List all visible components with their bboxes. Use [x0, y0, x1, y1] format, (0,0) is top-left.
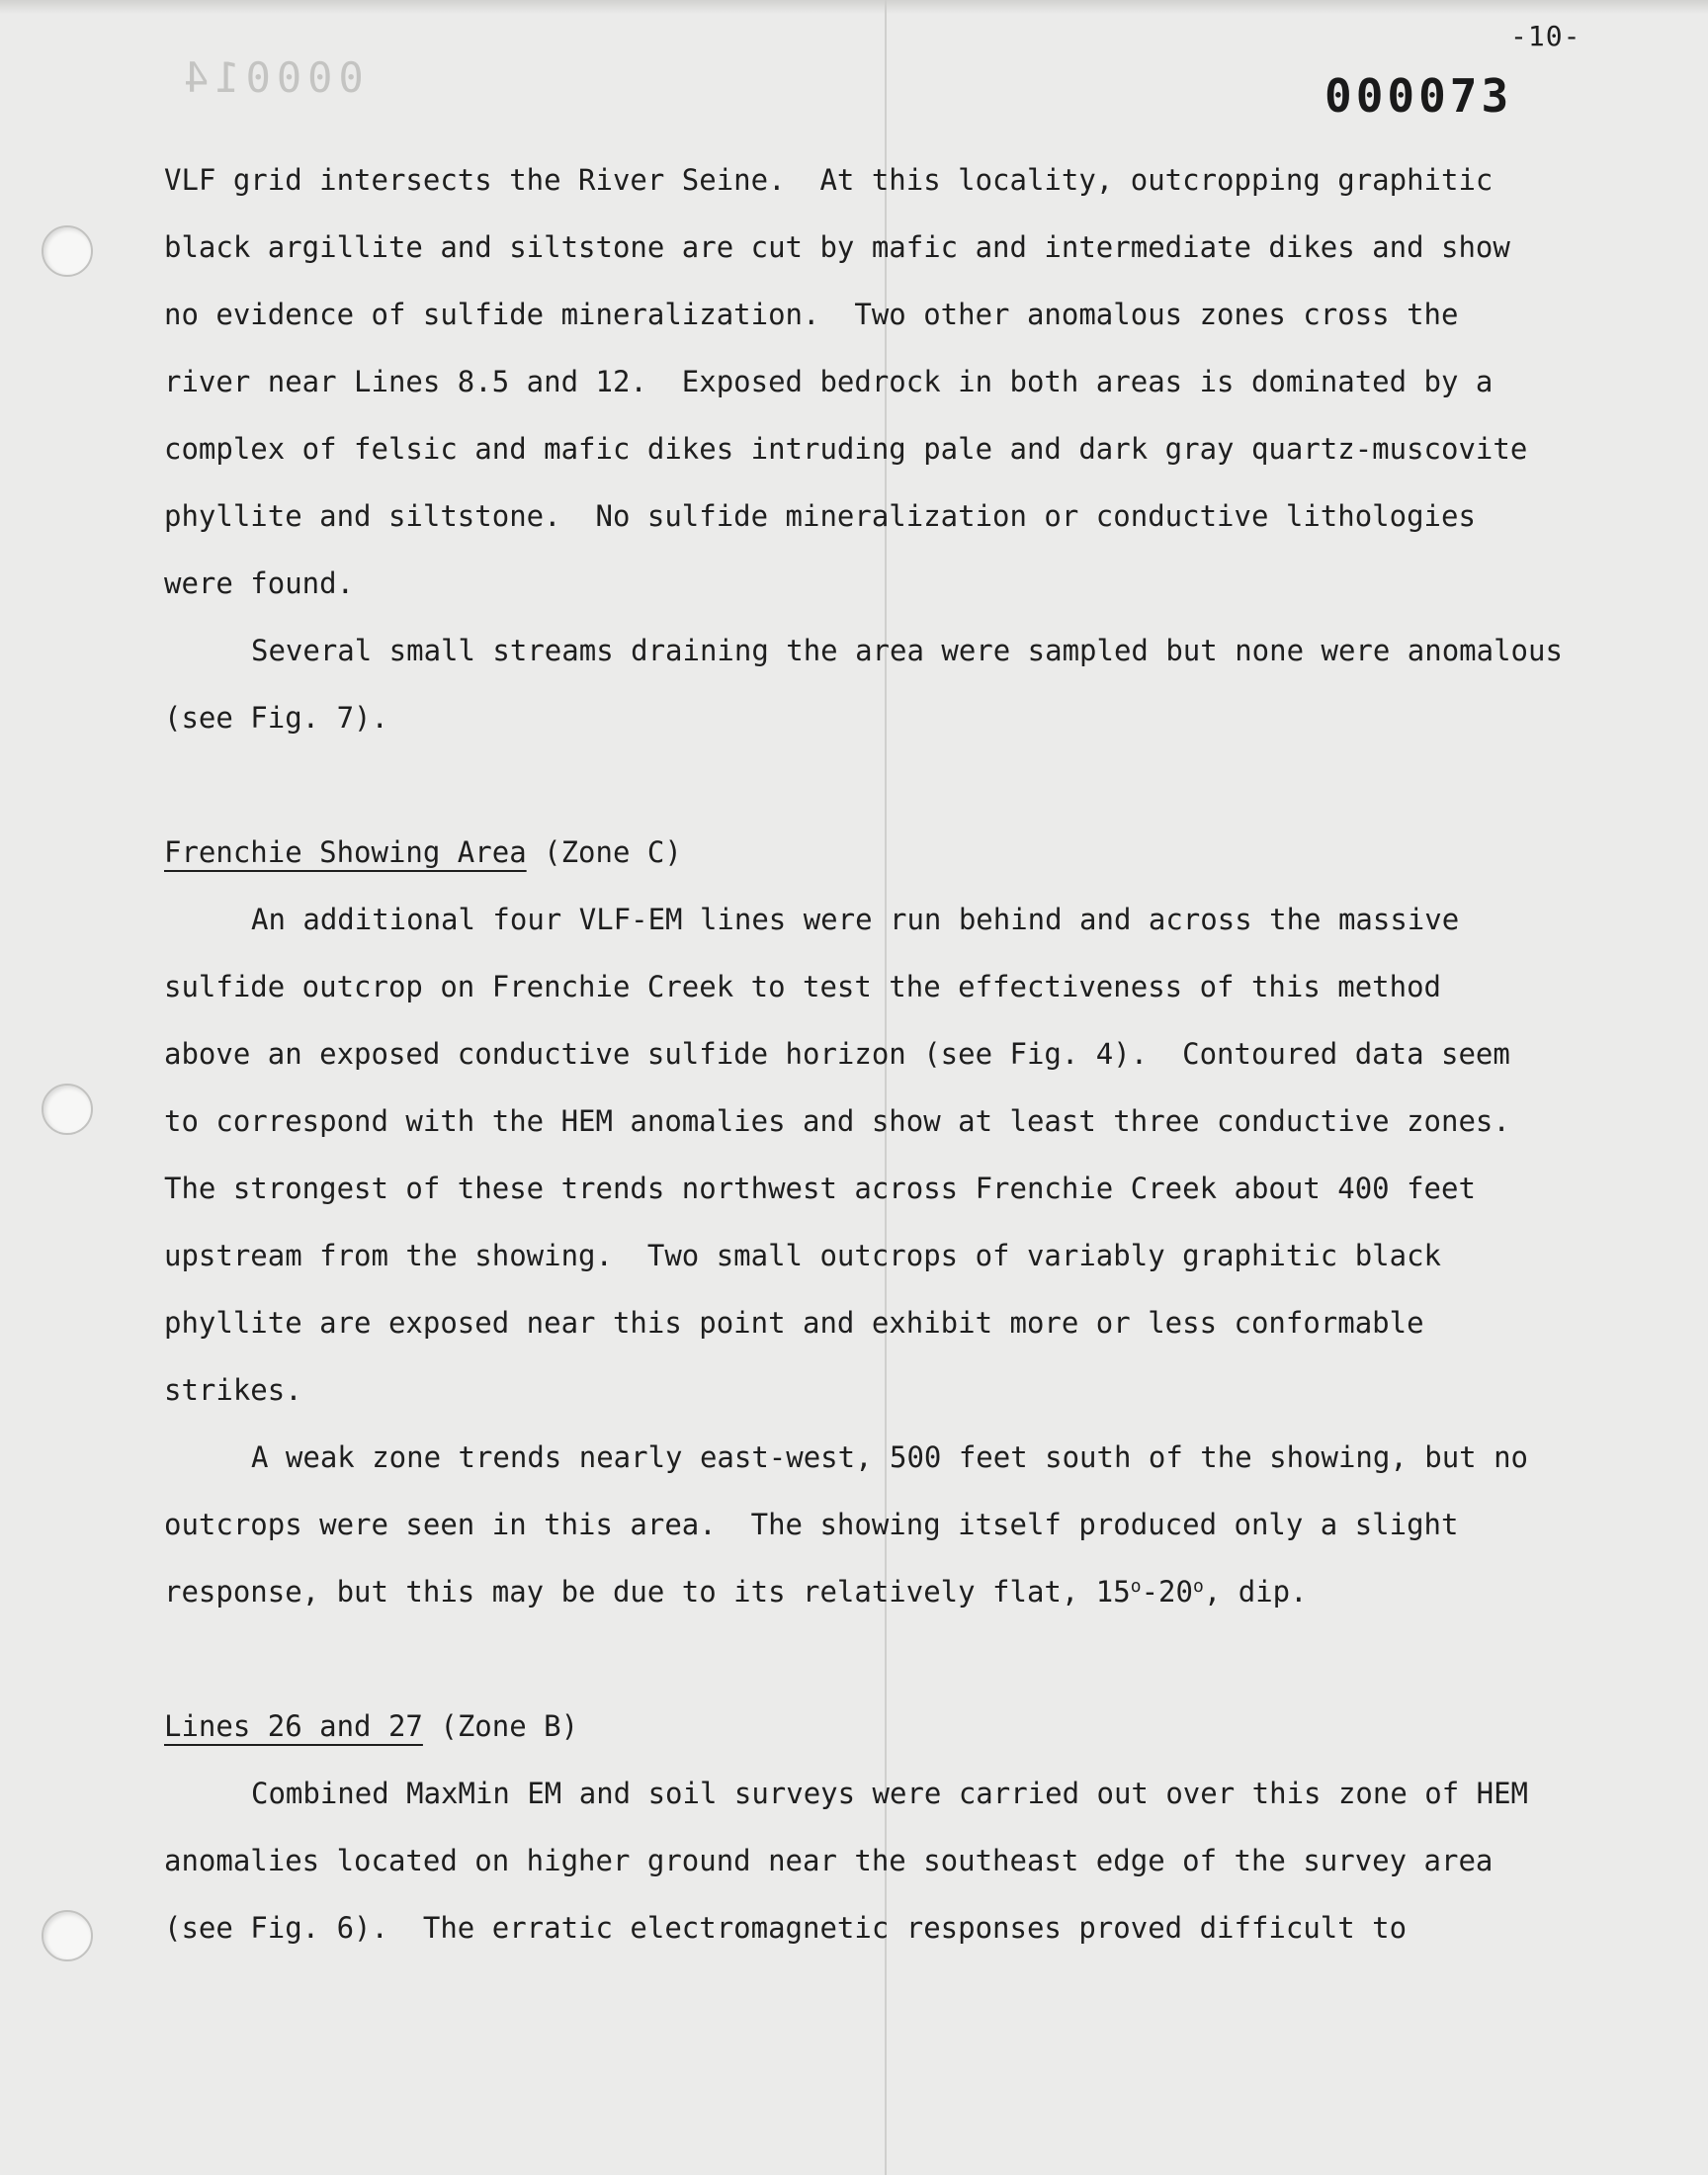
text-line: upstream from the showing. Two small outcrops of variably graphitic black [164, 1239, 1442, 1272]
text-line: black argillite and siltstone are cut by mafic and intermediate dikes and show [164, 230, 1510, 264]
text-line: (see Fig. 6). The erratic electromagnetic responses proved difficult to [164, 1911, 1408, 1945]
section-heading-lines [164, 1693, 1568, 1760]
paragraph-maxmin [164, 1760, 1568, 1961]
section-heading-frenchie [164, 819, 1568, 886]
text-line: VLF grid intersects the River Seine. At this locality, outcropping graphitic [164, 163, 1494, 197]
text-fragment: response, but this may be due to its relatively flat, 15 [164, 1575, 1131, 1609]
paragraph-weak-zone [164, 1424, 1568, 1625]
text-fragment: -20 [1141, 1575, 1193, 1609]
stamp-number: 000073 [1324, 69, 1513, 123]
degree-superscript: o [1192, 1576, 1204, 1597]
paragraph-frenchie [164, 886, 1568, 1424]
text-line: A weak zone trends nearly east-west, 500 feet south of the showing, but no [251, 1440, 1529, 1474]
text-line: complex of felsic and mafic dikes intruding pale and dark gray quartz-muscovite [164, 432, 1528, 466]
text-line: above an exposed conductive sulfide horizon (see Fig. 4). Contoured data seem [164, 1037, 1510, 1071]
text-line: river near Lines 8.5 and 12. Exposed bedrock in both areas is dominated by a [164, 365, 1494, 398]
section-zone: (Zone C) [526, 835, 682, 869]
body-text [164, 146, 1568, 1961]
section-zone: (Zone B) [422, 1709, 579, 1743]
text-line: no evidence of sulfide mineralization. Two other anomalous zones cross the [164, 298, 1459, 331]
text-line [164, 1558, 1568, 1625]
text-line: Combined MaxMin EM and soil surveys were carried out over this zone of HEM [251, 1777, 1529, 1810]
paragraph-seine [164, 146, 1568, 617]
page-top-edge [0, 0, 1708, 14]
text-line: Several small streams draining the area were sampled but none were anomalous [251, 634, 1563, 667]
text-line: to correspond with the HEM anomalies and show at least three conductive zones. [164, 1104, 1510, 1138]
faint-stamp-number: 000014 [178, 53, 364, 102]
text-line: outcrops were seen in this area. The showing itself produced only a slight [164, 1508, 1459, 1541]
text-line: sulfide outcrop on Frenchie Creek to test the effectiveness of this method [164, 970, 1442, 1003]
page-number: -10- [1510, 20, 1581, 52]
punch-hole-icon [42, 1084, 93, 1135]
punch-hole-icon [42, 225, 93, 277]
degree-superscript: o [1130, 1576, 1142, 1597]
text-line: (see Fig. 7). [164, 701, 388, 735]
text-fragment: , dip. [1203, 1575, 1308, 1609]
text-line: strikes. [164, 1373, 302, 1407]
text-line: The strongest of these trends northwest across Frenchie Creek about 400 feet [164, 1172, 1476, 1205]
text-line: An additional four VLF-EM lines were run behind and across the massive [251, 903, 1460, 936]
text-line: phyllite are exposed near this point and exhibit more or less conformable [164, 1306, 1424, 1340]
text-line: were found. [164, 566, 355, 600]
text-line: anomalies located on higher ground near the southeast edge of the survey area [164, 1844, 1494, 1877]
punch-hole-icon [42, 1910, 93, 1961]
paragraph-streams [164, 617, 1568, 751]
section-title: Frenchie Showing Area [164, 835, 527, 869]
section-title: Lines 26 and 27 [164, 1709, 423, 1743]
text-line: phyllite and siltstone. No sulfide mineralization or conductive lithologies [164, 499, 1476, 533]
